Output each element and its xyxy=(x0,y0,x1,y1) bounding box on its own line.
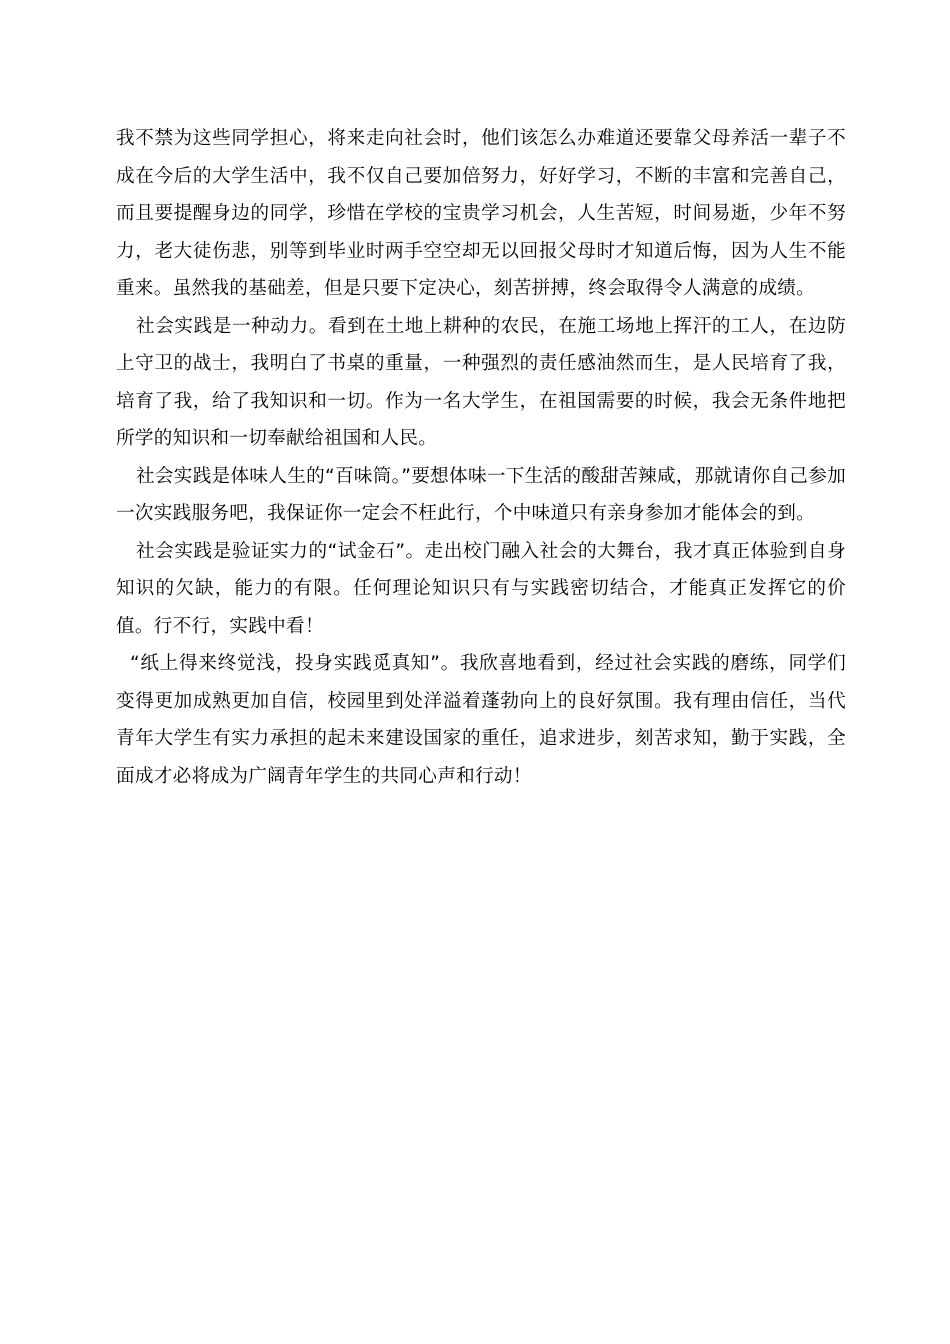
paragraph-4: 社会实践是验证实力的“试金石”。走出校门融入社会的大舞台，我才真正体验到自身知识的欠缺，能力的有限。任何理论知识只有与实践密切结合，才能真正发挥它的价值。行不行，实践中看！ xyxy=(116,540,846,637)
paragraph-5: “纸上得来终觉浅，投身实践觅真知”。我欣喜地看到，经过社会实践的磨练，同学们变得更加成熟更加自信，校园里到处洋溢着蓬勃向上的良好氛围。我有理由信任，当代青年大学生有实力承担的起未来建设国家的重任，追求进步，刻苦求知，勤于实践，全面成才必将成为广阔青年学生的共同心声和行动！ xyxy=(116,653,846,787)
document-body xyxy=(116,120,846,795)
paragraph-1: 我不禁为这些同学担心，将来走向社会时，他们该怎么办难道还要靠父母养活一辈子不成在今后的大学生活中，我不仅自己要加倍努力，好好学习，不断的丰富和完善自己，而且要提醒身边的同学，珍惜在学校的宝贵学习机会，人生苦短，时间易逝，少年不努力，老大徒伤悲，别等到毕业时两手空空却无以回报父母时才知道后悔，因为人生不能重来。虽然我的基础差，但是只要下定决心，刻苦拼搏，终会取得令人满意的成绩。 xyxy=(116,128,846,299)
paragraph-2: 社会实践是一种动力。看到在土地上耕种的农民，在施工场地上挥汗的工人，在边防上守卫的战士，我明白了书桌的重量，一种强烈的责任感油然而生，是人民培育了我，培育了我，给了我知识和一切。作为一名大学生，在祖国需要的时候，我会无条件地把所学的知识和一切奉献给祖国和人民。 xyxy=(116,315,846,449)
paragraph-3: 社会实践是体味人生的“百味筒。”要想体味一下生活的酸甜苦辣咸，那就请你自己参加一次实践服务吧，我保证你一定会不枉此行，个中味道只有亲身参加才能体会的到。 xyxy=(116,465,846,524)
